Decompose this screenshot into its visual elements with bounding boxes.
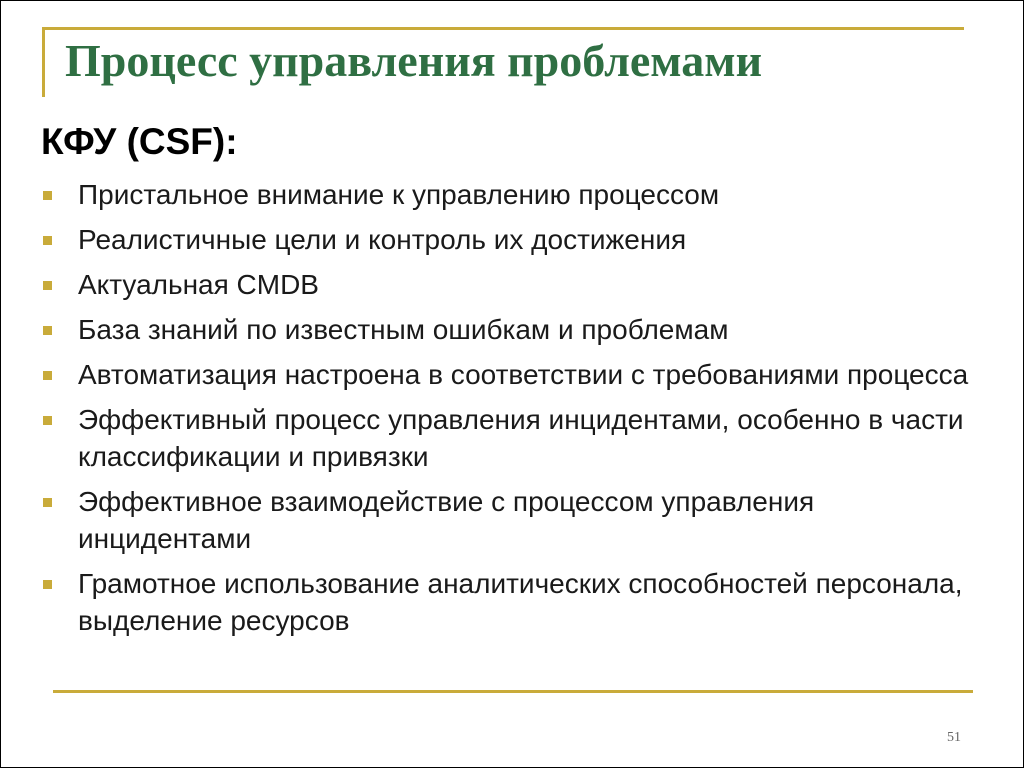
bullet-item xyxy=(43,311,993,348)
bullet-item xyxy=(43,483,993,557)
bullet-item xyxy=(43,176,993,213)
square-bullet-icon xyxy=(43,236,52,245)
slide-title: Процесс управления проблемами xyxy=(65,35,763,86)
bullet-item xyxy=(43,565,993,639)
bullet-text: Пристальное внимание к управлению процессом xyxy=(78,179,720,210)
square-bullet-icon xyxy=(43,191,52,200)
bullet-text: Грамотное использование аналитических способностей персонала, выделение ресурсов xyxy=(78,568,963,636)
square-bullet-icon xyxy=(43,326,52,335)
title-accent-vertical-rule xyxy=(42,27,45,97)
page-number: 51 xyxy=(947,730,961,745)
bullet-text: Эффективный процесс управления инцидентами, особенно в части классификации и привязки xyxy=(78,404,964,472)
bullet-text: Актуальная CMDB xyxy=(78,269,319,300)
square-bullet-icon xyxy=(43,498,52,507)
bullet-text: База знаний по известным ошибкам и проблемам xyxy=(78,314,729,345)
bullet-list xyxy=(43,176,993,647)
square-bullet-icon xyxy=(43,416,52,425)
bullet-item xyxy=(43,266,993,303)
bullet-item xyxy=(43,221,993,258)
square-bullet-icon xyxy=(43,371,52,380)
square-bullet-icon xyxy=(43,281,52,290)
slide-subtitle: КФУ (CSF): xyxy=(41,121,238,162)
bullet-text: Автоматизация настроена в соответствии с требованиями процесса xyxy=(78,359,969,390)
title-accent-horizontal-rule xyxy=(42,27,964,30)
square-bullet-icon xyxy=(43,580,52,589)
bullet-item xyxy=(43,401,993,475)
footer-divider xyxy=(53,690,973,693)
bullet-text: Реалистичные цели и контроль их достижения xyxy=(78,224,687,255)
bullet-text: Эффективное взаимодействие с процессом управления инцидентами xyxy=(78,486,815,554)
bullet-item xyxy=(43,356,993,393)
